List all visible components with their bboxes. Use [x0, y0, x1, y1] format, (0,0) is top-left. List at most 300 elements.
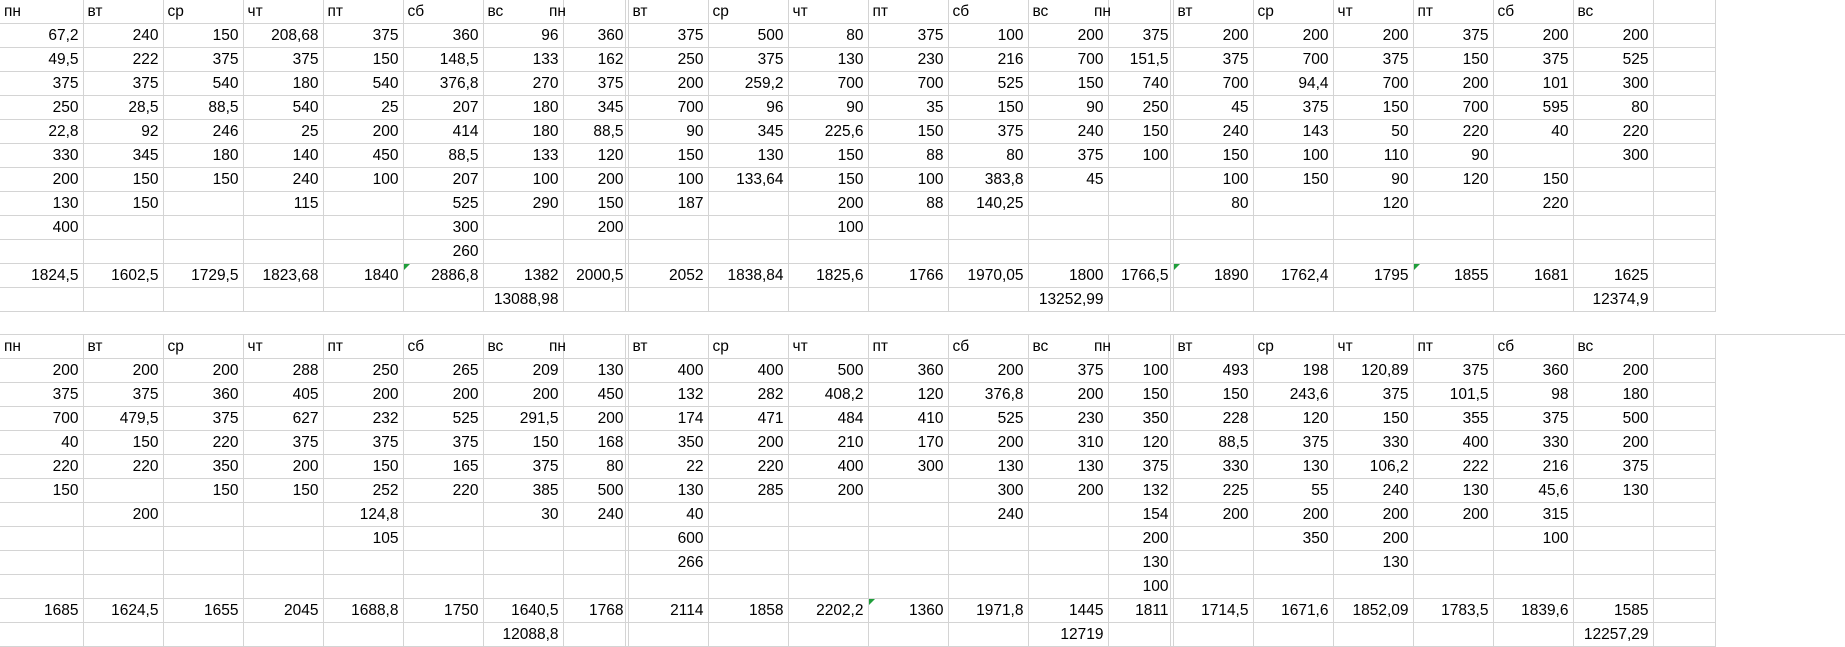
value-cell[interactable]: 130 [628, 479, 708, 503]
empty-cell[interactable] [1653, 383, 1715, 407]
value-cell[interactable]: 150 [868, 120, 948, 144]
value-cell[interactable]: 246 [163, 120, 243, 144]
day-total-cell[interactable]: 2202,2 [788, 599, 868, 623]
value-cell[interactable]: 200 [323, 383, 403, 407]
value-cell[interactable]: 207 [403, 96, 483, 120]
value-cell[interactable] [83, 216, 163, 240]
value-cell[interactable]: 240 [1173, 120, 1253, 144]
day-total-cell[interactable]: 1602,5 [83, 264, 163, 288]
value-cell[interactable]: 290 [483, 192, 563, 216]
value-cell[interactable] [788, 551, 868, 575]
value-cell[interactable]: 150 [243, 479, 323, 503]
value-cell[interactable]: 220 [163, 431, 243, 455]
value-cell[interactable]: 525 [403, 407, 483, 431]
value-cell[interactable]: 198 [1253, 359, 1333, 383]
day-total-cell[interactable]: 1823,68 [243, 264, 323, 288]
day-header-cell[interactable]: сб [403, 0, 483, 24]
value-cell[interactable]: 150 [1090, 120, 1173, 144]
value-cell[interactable]: 300 [1573, 72, 1653, 96]
value-cell[interactable] [788, 503, 868, 527]
value-cell[interactable]: 375 [1333, 383, 1413, 407]
value-cell[interactable] [1573, 168, 1653, 192]
value-cell[interactable]: 350 [628, 431, 708, 455]
value-cell[interactable]: 150 [83, 192, 163, 216]
empty-cell[interactable] [1653, 264, 1715, 288]
day-header-cell[interactable]: вт [1173, 335, 1253, 359]
value-cell[interactable]: 330 [1173, 455, 1253, 479]
value-cell[interactable]: 345 [83, 144, 163, 168]
value-cell[interactable]: 375 [1493, 48, 1573, 72]
value-cell[interactable]: 383,8 [948, 168, 1028, 192]
value-cell[interactable] [868, 527, 948, 551]
value-cell[interactable]: 140 [243, 144, 323, 168]
value-cell[interactable]: 150 [1333, 96, 1413, 120]
empty-cell[interactable] [1173, 623, 1253, 647]
empty-cell[interactable] [1253, 623, 1333, 647]
empty-cell[interactable] [1653, 455, 1715, 479]
day-header-cell[interactable]: пн [1090, 0, 1173, 24]
value-cell[interactable]: 200 [1493, 24, 1573, 48]
value-cell[interactable]: 400 [788, 455, 868, 479]
value-cell[interactable] [1090, 168, 1173, 192]
value-cell[interactable] [0, 551, 83, 575]
value-cell[interactable]: 100 [1090, 359, 1173, 383]
value-cell[interactable]: 270 [483, 72, 563, 96]
value-cell[interactable] [1173, 575, 1253, 599]
empty-cell[interactable] [948, 623, 1028, 647]
value-cell[interactable]: 49,5 [0, 48, 83, 72]
value-cell[interactable]: 230 [868, 48, 948, 72]
empty-cell[interactable] [1653, 48, 1715, 72]
value-cell[interactable] [948, 527, 1028, 551]
day-total-cell[interactable]: 1382 [483, 264, 563, 288]
empty-cell[interactable] [323, 288, 403, 312]
value-cell[interactable]: 92 [83, 120, 163, 144]
value-cell[interactable] [163, 192, 243, 216]
value-cell[interactable]: 500 [788, 359, 868, 383]
value-cell[interactable]: 330 [1333, 431, 1413, 455]
value-cell[interactable]: 100 [483, 168, 563, 192]
value-cell[interactable]: 240 [948, 503, 1028, 527]
value-cell[interactable]: 375 [545, 72, 628, 96]
value-cell[interactable]: 120 [868, 383, 948, 407]
value-cell[interactable] [163, 551, 243, 575]
value-cell[interactable]: 300 [948, 479, 1028, 503]
value-cell[interactable] [868, 479, 948, 503]
empty-cell[interactable] [1653, 335, 1715, 359]
value-cell[interactable]: 180 [483, 96, 563, 120]
week-grand-total-cell[interactable]: 13252,99 [1028, 288, 1108, 312]
value-cell[interactable]: 500 [545, 479, 628, 503]
empty-cell[interactable] [1653, 359, 1715, 383]
value-cell[interactable] [708, 503, 788, 527]
value-cell[interactable]: 90 [628, 120, 708, 144]
value-cell[interactable] [323, 575, 403, 599]
value-cell[interactable]: 200 [163, 359, 243, 383]
empty-cell[interactable] [1653, 0, 1715, 24]
value-cell[interactable]: 375 [0, 72, 83, 96]
value-cell[interactable]: 285 [708, 479, 788, 503]
empty-cell[interactable] [1333, 288, 1413, 312]
empty-cell[interactable] [1653, 575, 1715, 599]
value-cell[interactable]: 150 [163, 479, 243, 503]
value-cell[interactable]: 88,5 [1173, 431, 1253, 455]
value-cell[interactable]: 500 [1573, 407, 1653, 431]
value-cell[interactable]: 471 [708, 407, 788, 431]
empty-cell[interactable] [868, 288, 948, 312]
value-cell[interactable]: 300 [868, 455, 948, 479]
value-cell[interactable] [1090, 240, 1173, 264]
value-cell[interactable]: 525 [1573, 48, 1653, 72]
value-cell[interactable]: 80 [545, 455, 628, 479]
value-cell[interactable]: 187 [628, 192, 708, 216]
value-cell[interactable]: 450 [545, 383, 628, 407]
value-cell[interactable]: 700 [1028, 48, 1108, 72]
value-cell[interactable]: 80 [948, 144, 1028, 168]
value-cell[interactable]: 225 [1173, 479, 1253, 503]
empty-cell[interactable] [948, 288, 1028, 312]
value-cell[interactable]: 170 [868, 431, 948, 455]
value-cell[interactable]: 150 [1090, 383, 1173, 407]
value-cell[interactable] [1573, 192, 1653, 216]
value-cell[interactable] [1333, 575, 1413, 599]
value-cell[interactable]: 200 [545, 216, 628, 240]
day-total-cell[interactable]: 1445 [1028, 599, 1108, 623]
day-total-cell[interactable]: 1624,5 [83, 599, 163, 623]
day-header-cell[interactable]: сб [1493, 0, 1573, 24]
empty-cell[interactable] [1090, 288, 1173, 312]
day-total-cell[interactable]: 1729,5 [163, 264, 243, 288]
value-cell[interactable]: 50 [1333, 120, 1413, 144]
value-cell[interactable]: 90 [1333, 168, 1413, 192]
value-cell[interactable]: 627 [243, 407, 323, 431]
empty-cell[interactable] [1653, 551, 1715, 575]
value-cell[interactable] [628, 216, 708, 240]
day-total-cell[interactable]: 1762,4 [1253, 264, 1333, 288]
empty-cell[interactable] [1653, 503, 1715, 527]
value-cell[interactable]: 200 [323, 120, 403, 144]
value-cell[interactable] [1573, 527, 1653, 551]
value-cell[interactable]: 200 [1090, 527, 1173, 551]
value-cell[interactable]: 220 [403, 479, 483, 503]
day-header-cell[interactable]: сб [948, 335, 1028, 359]
value-cell[interactable]: 200 [1028, 479, 1108, 503]
value-cell[interactable]: 150 [83, 431, 163, 455]
day-header-cell[interactable]: пт [868, 335, 948, 359]
value-cell[interactable]: 375 [163, 48, 243, 72]
value-cell[interactable] [1253, 551, 1333, 575]
value-cell[interactable]: 200 [1413, 72, 1493, 96]
value-cell[interactable]: 375 [243, 431, 323, 455]
value-cell[interactable]: 40 [1493, 120, 1573, 144]
value-cell[interactable]: 180 [1573, 383, 1653, 407]
value-cell[interactable]: 96 [708, 96, 788, 120]
value-cell[interactable]: 200 [83, 503, 163, 527]
value-cell[interactable]: 700 [1173, 72, 1253, 96]
value-cell[interactable]: 120 [1333, 192, 1413, 216]
value-cell[interactable]: 200 [1173, 24, 1253, 48]
day-total-cell[interactable]: 1625 [1573, 264, 1653, 288]
value-cell[interactable]: 100 [1090, 575, 1173, 599]
value-cell[interactable]: 240 [83, 24, 163, 48]
value-cell[interactable] [163, 575, 243, 599]
value-cell[interactable]: 25 [323, 96, 403, 120]
value-cell[interactable]: 174 [628, 407, 708, 431]
value-cell[interactable]: 200 [1253, 503, 1333, 527]
value-cell[interactable] [1493, 575, 1573, 599]
value-cell[interactable]: 288 [243, 359, 323, 383]
value-cell[interactable] [243, 216, 323, 240]
value-cell[interactable]: 266 [628, 551, 708, 575]
value-cell[interactable] [788, 527, 868, 551]
value-cell[interactable] [83, 479, 163, 503]
value-cell[interactable]: 310 [1028, 431, 1108, 455]
value-cell[interactable]: 124,8 [323, 503, 403, 527]
value-cell[interactable]: 240 [243, 168, 323, 192]
value-cell[interactable]: 130 [788, 48, 868, 72]
value-cell[interactable] [708, 527, 788, 551]
empty-cell[interactable] [83, 623, 163, 647]
value-cell[interactable]: 200 [948, 359, 1028, 383]
value-cell[interactable]: 222 [1413, 455, 1493, 479]
value-cell[interactable]: 220 [1413, 120, 1493, 144]
value-cell[interactable]: 100 [1253, 144, 1333, 168]
value-cell[interactable]: 162 [545, 48, 628, 72]
value-cell[interactable]: 180 [243, 72, 323, 96]
value-cell[interactable]: 230 [1028, 407, 1108, 431]
value-cell[interactable]: 88,5 [163, 96, 243, 120]
value-cell[interactable]: 360 [868, 359, 948, 383]
value-cell[interactable]: 130 [948, 455, 1028, 479]
week-grand-total-cell[interactable]: 12719 [1028, 623, 1108, 647]
value-cell[interactable]: 180 [483, 120, 563, 144]
empty-cell[interactable] [628, 623, 708, 647]
value-cell[interactable]: 360 [403, 24, 483, 48]
value-cell[interactable]: 22,8 [0, 120, 83, 144]
value-cell[interactable]: 200 [1253, 24, 1333, 48]
value-cell[interactable]: 80 [788, 24, 868, 48]
week-grand-total-cell[interactable]: 12088,8 [483, 623, 563, 647]
day-header-cell[interactable]: чт [243, 0, 323, 24]
day-header-cell[interactable]: ср [708, 0, 788, 24]
value-cell[interactable]: 40 [628, 503, 708, 527]
value-cell[interactable]: 700 [1253, 48, 1333, 72]
day-header-cell[interactable]: ср [163, 335, 243, 359]
value-cell[interactable]: 151,5 [1090, 48, 1173, 72]
day-header-cell[interactable]: ср [1253, 335, 1333, 359]
value-cell[interactable]: 25 [243, 120, 323, 144]
value-cell[interactable]: 200 [1573, 359, 1653, 383]
value-cell[interactable]: 150 [788, 168, 868, 192]
empty-cell[interactable] [0, 288, 83, 312]
value-cell[interactable]: 220 [1573, 120, 1653, 144]
value-cell[interactable]: 525 [403, 192, 483, 216]
value-cell[interactable] [545, 527, 628, 551]
value-cell[interactable]: 375 [483, 455, 563, 479]
value-cell[interactable] [0, 575, 83, 599]
day-total-cell[interactable]: 1768 [545, 599, 628, 623]
value-cell[interactable]: 200 [1573, 431, 1653, 455]
value-cell[interactable]: 150 [1493, 168, 1573, 192]
value-cell[interactable] [1173, 240, 1253, 264]
value-cell[interactable] [1493, 240, 1573, 264]
day-header-cell[interactable]: чт [243, 335, 323, 359]
empty-cell[interactable] [83, 288, 163, 312]
value-cell[interactable]: 350 [1253, 527, 1333, 551]
empty-cell[interactable] [243, 288, 323, 312]
value-cell[interactable] [163, 240, 243, 264]
value-cell[interactable] [403, 527, 483, 551]
day-header-cell[interactable]: вс [1573, 335, 1653, 359]
value-cell[interactable]: 410 [868, 407, 948, 431]
value-cell[interactable]: 200 [1028, 383, 1108, 407]
day-header-cell[interactable]: вс [1573, 0, 1653, 24]
day-total-cell[interactable]: 1795 [1333, 264, 1413, 288]
empty-cell[interactable] [788, 288, 868, 312]
empty-cell[interactable] [1653, 192, 1715, 216]
value-cell[interactable]: 400 [628, 359, 708, 383]
value-cell[interactable] [628, 240, 708, 264]
value-cell[interactable]: 300 [403, 216, 483, 240]
value-cell[interactable]: 150 [1253, 168, 1333, 192]
day-total-cell[interactable]: 1640,5 [483, 599, 563, 623]
empty-cell[interactable] [1653, 479, 1715, 503]
value-cell[interactable]: 133,64 [708, 168, 788, 192]
value-cell[interactable]: 600 [628, 527, 708, 551]
value-cell[interactable] [0, 503, 83, 527]
day-header-cell[interactable]: пн [545, 0, 628, 24]
day-total-cell[interactable]: 1681 [1493, 264, 1573, 288]
day-header-cell[interactable]: вт [628, 0, 708, 24]
day-header-cell[interactable]: вт [83, 335, 163, 359]
value-cell[interactable] [1573, 575, 1653, 599]
value-cell[interactable]: 40 [0, 431, 83, 455]
value-cell[interactable]: 700 [1413, 96, 1493, 120]
day-total-cell[interactable]: 1766 [868, 264, 948, 288]
value-cell[interactable] [1173, 551, 1253, 575]
week-grand-total-cell[interactable]: 12257,29 [1573, 623, 1653, 647]
value-cell[interactable]: 120 [1253, 407, 1333, 431]
day-header-cell[interactable]: чт [1333, 0, 1413, 24]
value-cell[interactable]: 200 [1333, 527, 1413, 551]
value-cell[interactable] [323, 551, 403, 575]
empty-cell[interactable] [1653, 288, 1715, 312]
value-cell[interactable] [1173, 527, 1253, 551]
value-cell[interactable]: 88,5 [403, 144, 483, 168]
value-cell[interactable]: 375 [323, 24, 403, 48]
value-cell[interactable] [1090, 192, 1173, 216]
value-cell[interactable]: 90 [1413, 144, 1493, 168]
value-cell[interactable]: 150 [788, 144, 868, 168]
value-cell[interactable]: 375 [83, 72, 163, 96]
day-header-cell[interactable]: сб [403, 335, 483, 359]
value-cell[interactable]: 200 [0, 168, 83, 192]
value-cell[interactable]: 375 [1413, 24, 1493, 48]
value-cell[interactable]: 375 [323, 431, 403, 455]
value-cell[interactable]: 130 [708, 144, 788, 168]
value-cell[interactable]: 133 [483, 144, 563, 168]
value-cell[interactable]: 479,5 [83, 407, 163, 431]
empty-cell[interactable] [1653, 623, 1715, 647]
empty-cell[interactable] [1653, 216, 1715, 240]
value-cell[interactable]: 355 [1413, 407, 1493, 431]
day-total-cell[interactable]: 1890 [1173, 264, 1253, 288]
value-cell[interactable]: 345 [545, 96, 628, 120]
value-cell[interactable]: 106,2 [1333, 455, 1413, 479]
value-cell[interactable]: 240 [1333, 479, 1413, 503]
day-total-cell[interactable]: 2886,8 [403, 264, 483, 288]
value-cell[interactable] [545, 240, 628, 264]
day-total-cell[interactable]: 1825,6 [788, 264, 868, 288]
day-header-cell[interactable]: ср [708, 335, 788, 359]
value-cell[interactable]: 282 [708, 383, 788, 407]
value-cell[interactable] [1573, 240, 1653, 264]
value-cell[interactable]: 208,68 [243, 24, 323, 48]
value-cell[interactable]: 375 [628, 24, 708, 48]
value-cell[interactable]: 700 [788, 72, 868, 96]
empty-cell[interactable] [1413, 288, 1493, 312]
day-total-cell[interactable]: 1685 [0, 599, 83, 623]
value-cell[interactable] [323, 240, 403, 264]
value-cell[interactable]: 243,6 [1253, 383, 1333, 407]
value-cell[interactable]: 330 [0, 144, 83, 168]
empty-cell[interactable] [868, 623, 948, 647]
value-cell[interactable]: 375 [1333, 48, 1413, 72]
day-total-cell[interactable]: 1838,84 [708, 264, 788, 288]
value-cell[interactable]: 130 [1413, 479, 1493, 503]
value-cell[interactable]: 200 [403, 383, 483, 407]
value-cell[interactable] [1090, 216, 1173, 240]
value-cell[interactable] [1253, 192, 1333, 216]
value-cell[interactable]: 300 [1573, 144, 1653, 168]
value-cell[interactable]: 259,2 [708, 72, 788, 96]
day-header-cell[interactable]: чт [1333, 335, 1413, 359]
value-cell[interactable] [1493, 144, 1573, 168]
day-total-cell[interactable]: 2045 [243, 599, 323, 623]
day-total-cell[interactable]: 1971,8 [948, 599, 1028, 623]
value-cell[interactable]: 100 [1090, 144, 1173, 168]
value-cell[interactable]: 45 [1173, 96, 1253, 120]
day-total-cell[interactable]: 1783,5 [1413, 599, 1493, 623]
value-cell[interactable]: 220 [708, 455, 788, 479]
value-cell[interactable]: 375 [1173, 48, 1253, 72]
value-cell[interactable]: 133 [483, 48, 563, 72]
day-total-cell[interactable]: 1360 [868, 599, 948, 623]
value-cell[interactable]: 375 [1253, 96, 1333, 120]
value-cell[interactable]: 250 [1090, 96, 1173, 120]
value-cell[interactable]: 90 [788, 96, 868, 120]
day-header-cell[interactable]: пн [0, 335, 83, 359]
empty-cell[interactable] [1333, 623, 1413, 647]
value-cell[interactable]: 375 [1090, 455, 1173, 479]
value-cell[interactable]: 315 [1493, 503, 1573, 527]
value-cell[interactable]: 250 [323, 359, 403, 383]
value-cell[interactable]: 150 [1413, 48, 1493, 72]
day-total-cell[interactable]: 1688,8 [323, 599, 403, 623]
value-cell[interactable]: 35 [868, 96, 948, 120]
value-cell[interactable]: 148,5 [403, 48, 483, 72]
value-cell[interactable] [403, 575, 483, 599]
empty-cell[interactable] [1493, 288, 1573, 312]
value-cell[interactable]: 414 [403, 120, 483, 144]
value-cell[interactable] [948, 240, 1028, 264]
value-cell[interactable]: 222 [83, 48, 163, 72]
empty-cell[interactable] [403, 288, 483, 312]
value-cell[interactable]: 200 [483, 383, 563, 407]
empty-cell[interactable] [788, 623, 868, 647]
value-cell[interactable]: 385 [483, 479, 563, 503]
week-grand-total-cell[interactable]: 13088,98 [483, 288, 563, 312]
